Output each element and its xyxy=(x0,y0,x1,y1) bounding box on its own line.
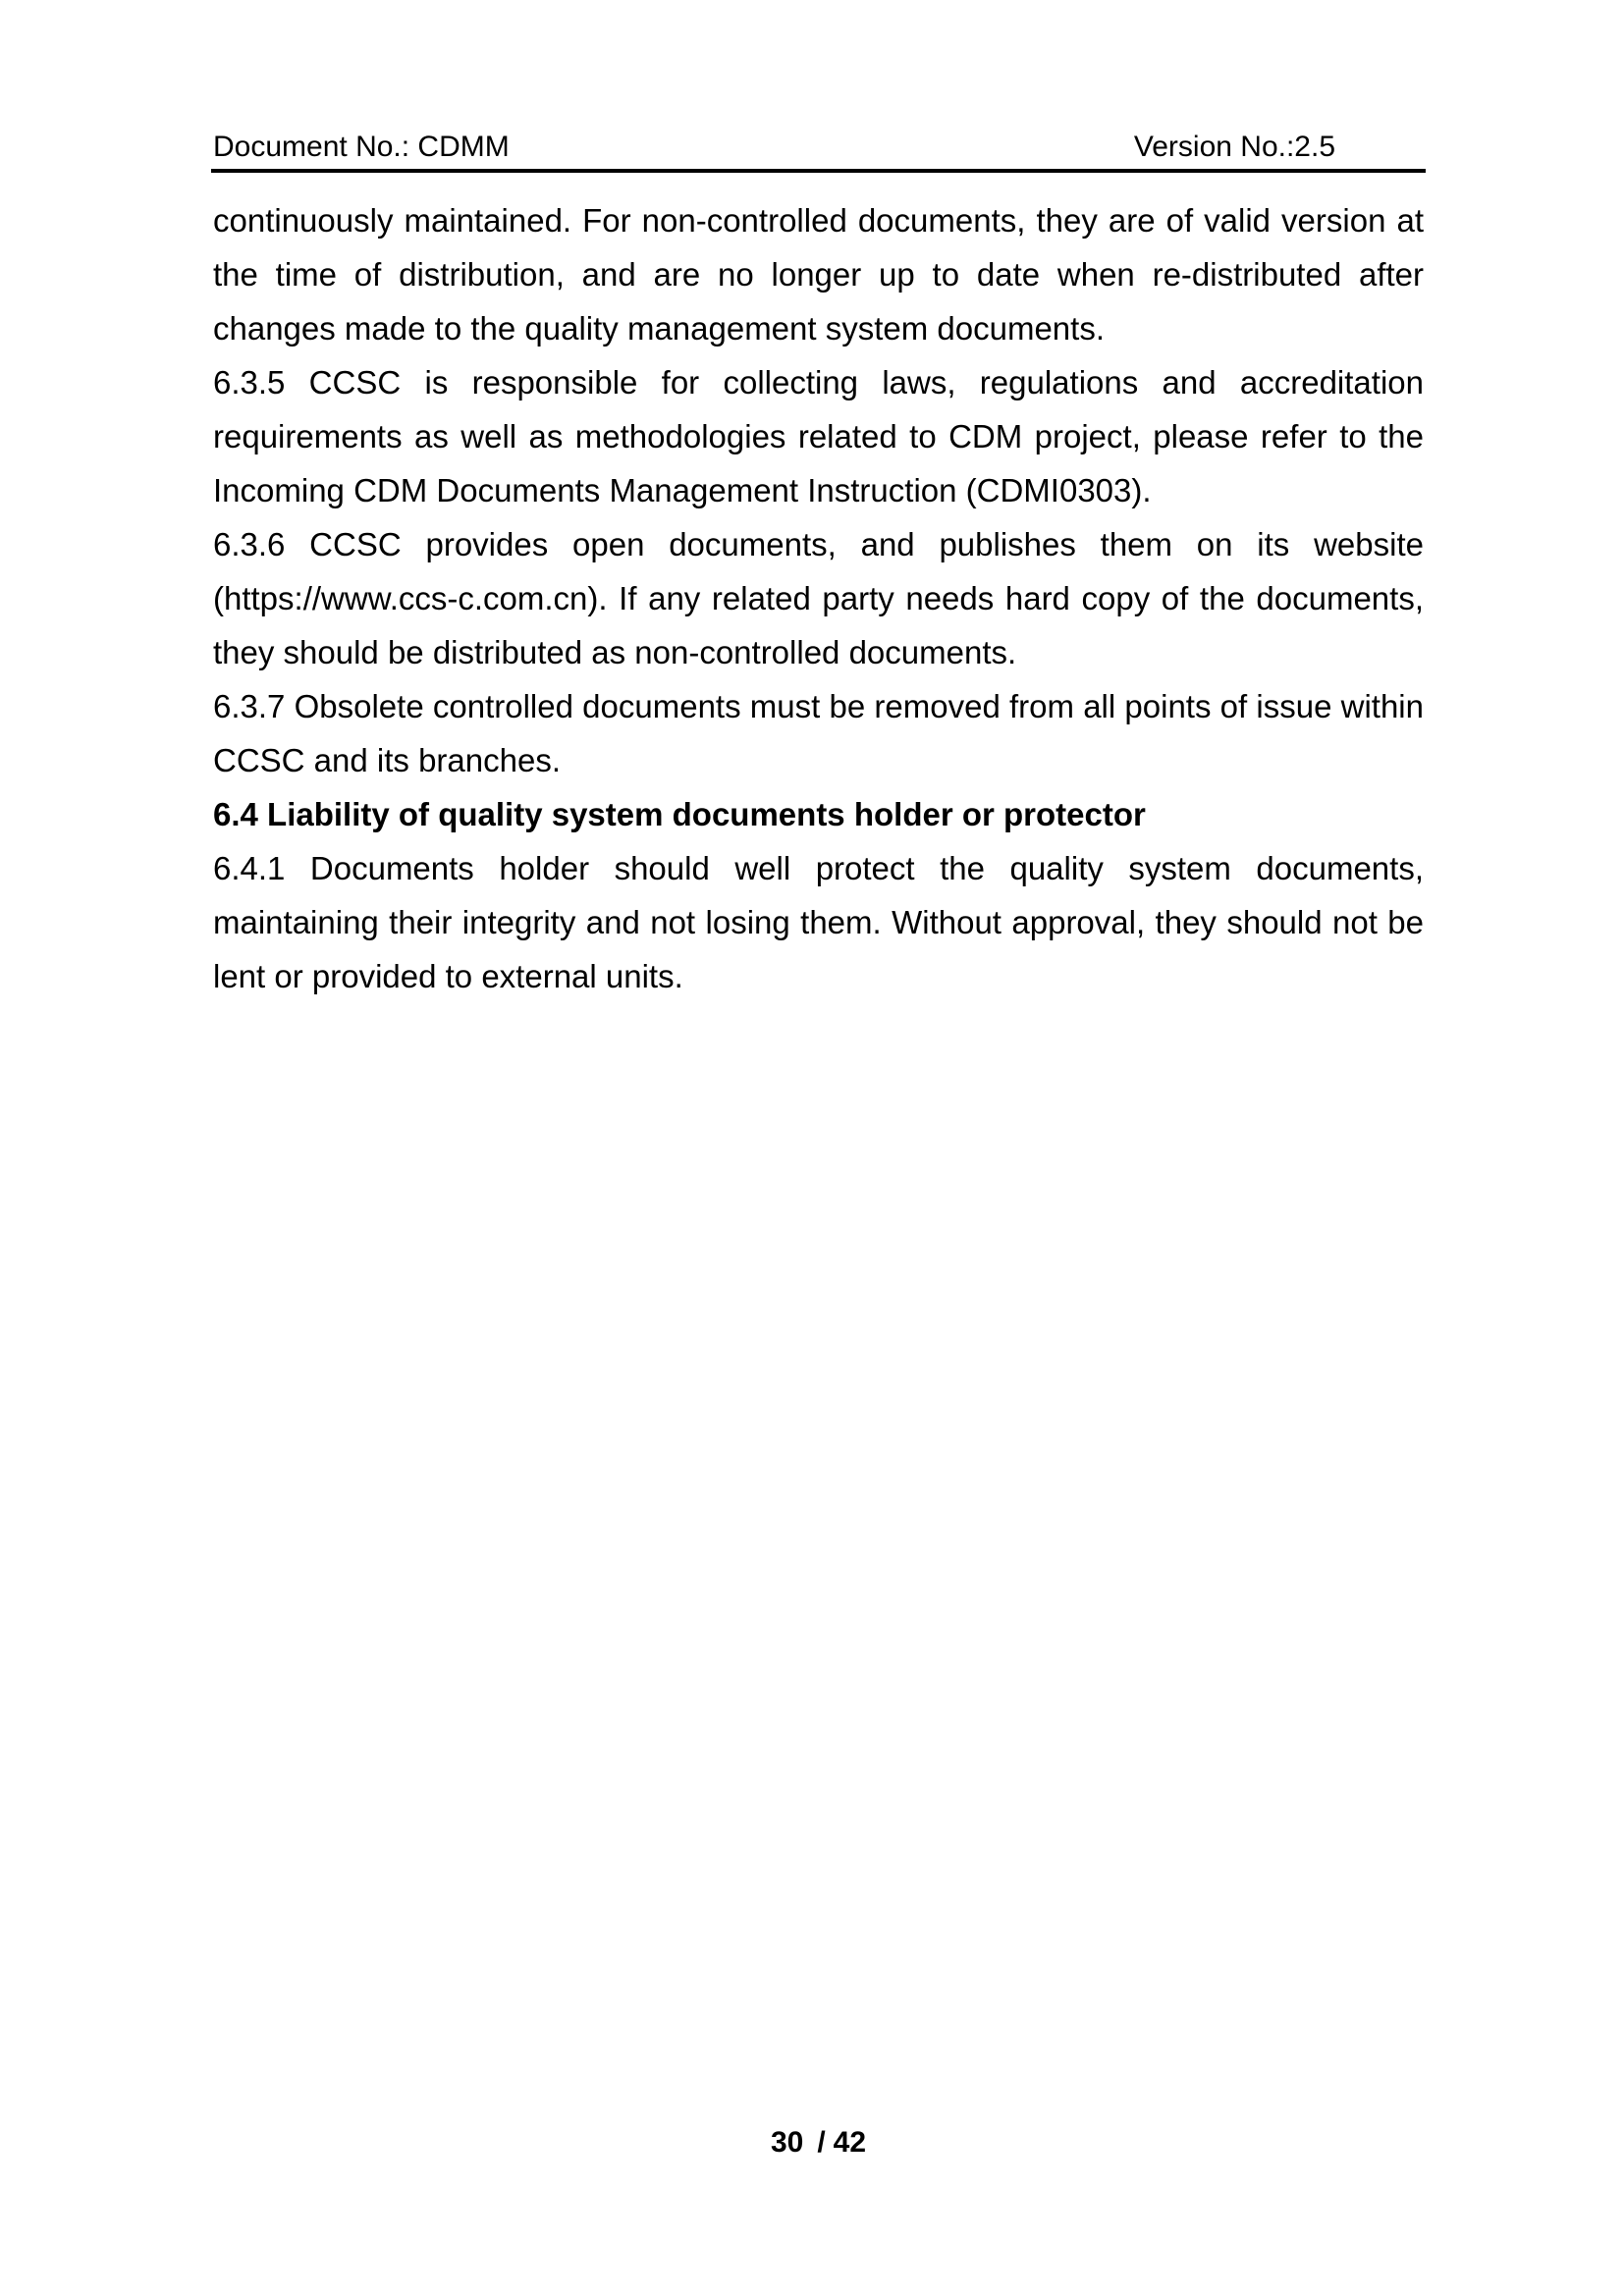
paragraph: continuously maintained. For non-controlled documents, they are of valid version at the time of distribution, and are no longer up to date when re-distributed after changes made to the quality management system documents. xyxy=(213,202,1424,347)
version-number-label: Version No.:2.5 xyxy=(1133,131,1335,163)
document-body xyxy=(213,193,1424,1003)
paragraph: 6.3.5 CCSC is responsible for collecting laws, regulations and accreditation requirements as well as methodologies related to CDM project, please refer to the Incoming CDM Documents Management Instruction (CDMI0303). xyxy=(213,364,1424,508)
paragraph: 6.3.7 Obsolete controlled documents must be removed from all points of issue within CCSC and its branches. xyxy=(213,688,1424,778)
page-header xyxy=(213,131,1426,164)
page-separator: / xyxy=(817,2126,826,2159)
paragraph: 6.4.1 Documents holder should well protect the quality system documents, maintaining their integrity and not losing them. Without approval, they should not be lent or provided to external units. xyxy=(213,850,1424,994)
page-total: 42 xyxy=(833,2126,867,2159)
document-number-label: Document No.: CDMM xyxy=(213,131,510,163)
page-number: 30 xyxy=(770,2126,804,2159)
page-footer xyxy=(213,2126,1424,2160)
section-heading: 6.4 Liability of quality system documents holder or protector xyxy=(213,796,1146,832)
paragraph: 6.3.6 CCSC provides open documents, and publishes them on its website (https://www.ccs-c.com.cn). If any related party needs hard copy of the documents, they should be distributed as non-controlled documents. xyxy=(213,526,1424,670)
header-divider xyxy=(211,169,1426,173)
